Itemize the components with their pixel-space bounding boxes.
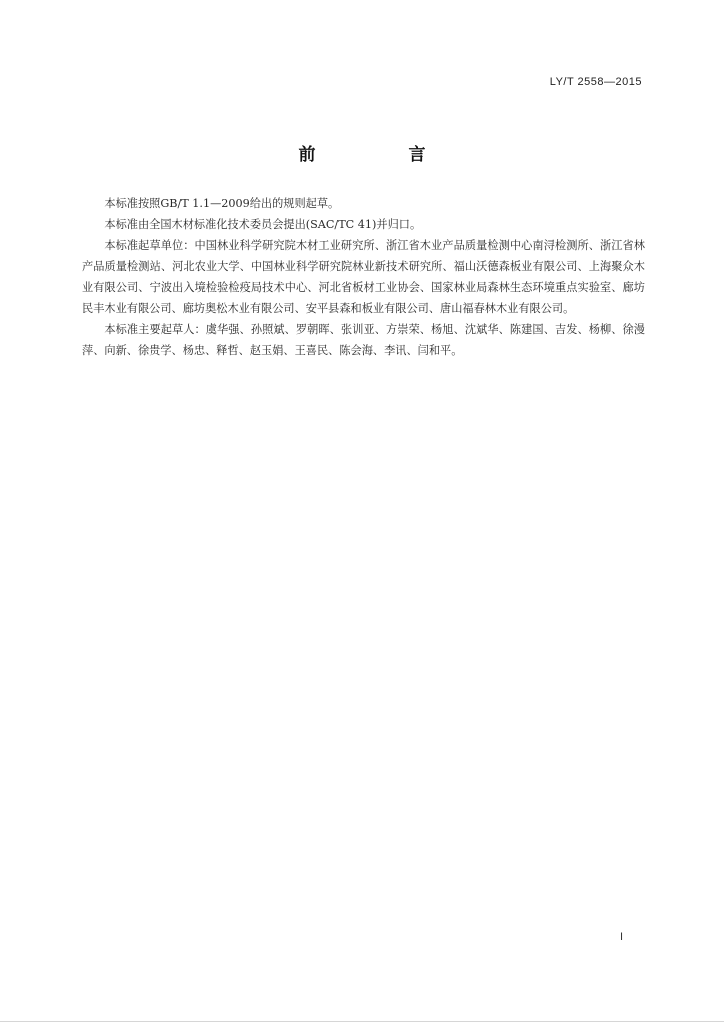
foreword-body [82,193,645,361]
bottom-divider [0,1021,724,1022]
paragraph-drafting-rules: 本标准按照GB/T 1.1—2009给出的规则起草。 [104,197,340,210]
paragraph-drafting-units: 本标准起草单位：中国林业科学研究院木材工业研究所、浙江省木业产品质量检测中心南浔检测所、浙江省林产品质量检测站、河北农业大学、中国林业科学研究院林业新技术研究所、福山沃德森板业有限公司、上海聚众木业有限公司、宁波出入境检验检疫局技术中心、河北省板材工业协会、国家林业局森林生态环境重点实验室、廊坊民丰木业有限公司、廊坊奥松木业有限公司、安平县森和板业有限公司、唐山福春林木业有限公司。 [82,239,645,315]
paragraph-proposer: 本标准由全国木材标准化技术委员会提出(SAC/TC 41)并归口。 [104,218,422,231]
paragraph-main-drafters: 本标准主要起草人：虞华强、孙照斌、罗朝晖、张训亚、方崇荣、杨旭、沈斌华、陈建国、吉发、杨柳、徐漫萍、向新、徐贵学、杨忠、释哲、赵玉娟、王喜民、陈会海、李讯、闫和平。 [82,323,645,357]
page-number: I [620,931,624,943]
page-title: 前 言 [298,145,464,165]
standard-code: LY/T 2558—2015 [549,76,642,88]
